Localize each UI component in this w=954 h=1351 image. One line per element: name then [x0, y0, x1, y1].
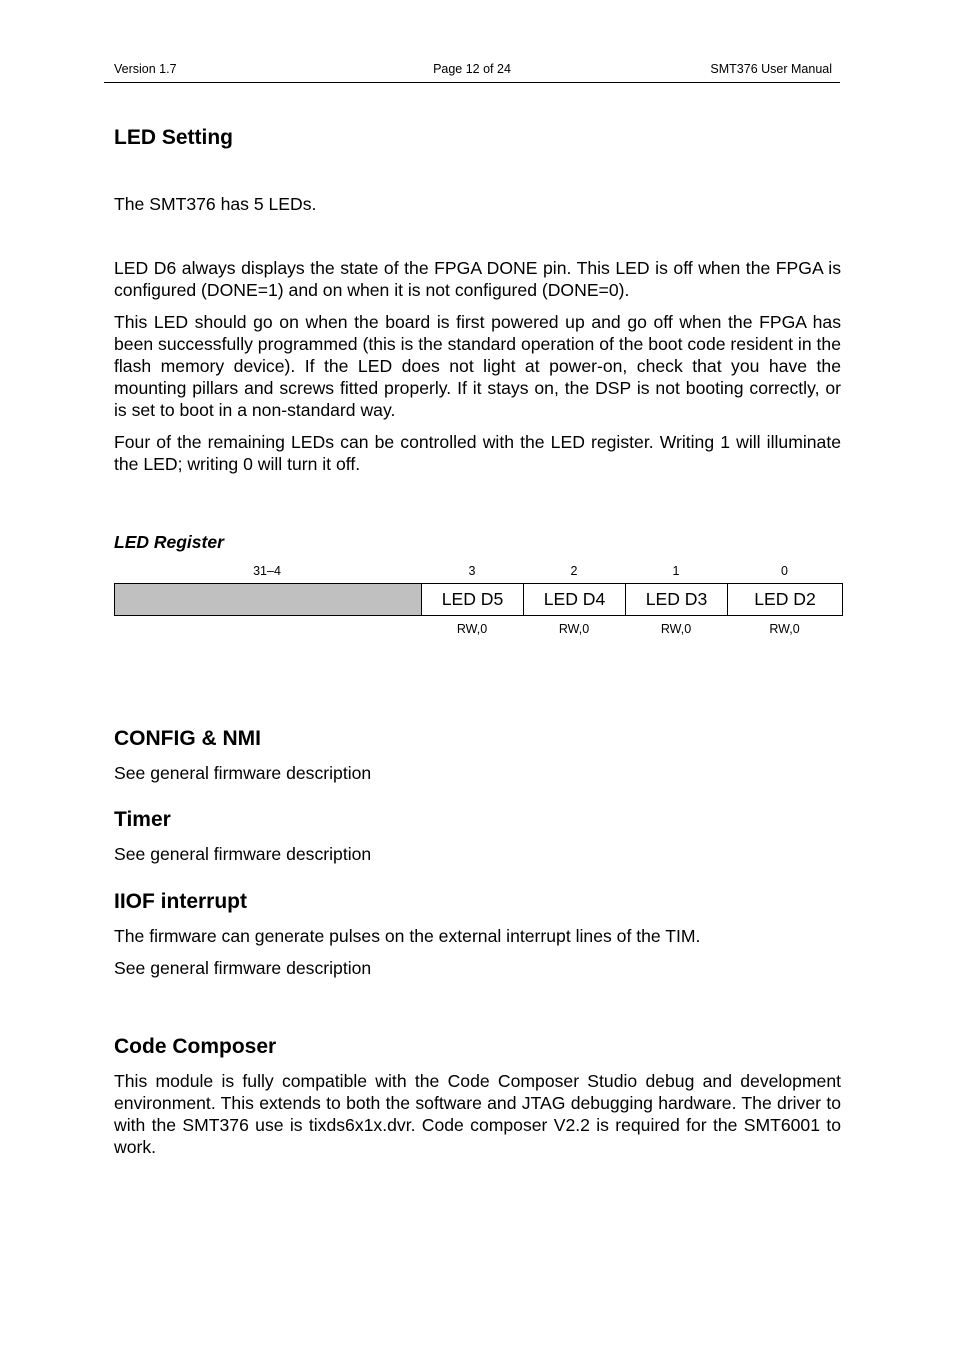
access-led-d5: RW,0 [456, 622, 488, 636]
led-intro-paragraph: The SMT376 has 5 LEDs. [114, 194, 317, 214]
led-register-paragraph: Four of the remaining LEDs can be controlled with the LED register. Writing 1 will illuminate the LED; writing 0 will turn it off. [114, 432, 841, 474]
led-register-title: LED Register [114, 532, 224, 552]
timer-text: See general firmware description [114, 844, 372, 864]
led-d6-paragraph: LED D6 always displays the state of the FPGA DONE pin. This LED is off when the FPGA is configured (DONE=1) and on when it is not configured (DONE=0). [114, 258, 841, 300]
led-powerup-paragraph: This LED should go on when the board is first powered up and go off when the FPGA has been successfully programmed (this is the standard operation of the boot code resident in the flash memory device). If the LED does not light at power-on, check that you have the mounting pillars and screws fitted properly. If it stays on, the DSP is not booting correctly, or is set to boot in a non-standard way. [114, 312, 841, 420]
heading-config-nmi: CONFIG & NMI [114, 727, 261, 750]
register-field-led-d2: LED D2 [728, 584, 843, 616]
iiof-text-pulses: The firmware can generate pulses on the external interrupt lines of the TIM. [114, 926, 701, 946]
config-nmi-text: See general firmware description [114, 763, 372, 783]
page-header [104, 60, 840, 83]
access-led-d4: RW,0 [558, 622, 590, 636]
register-field-led-d3: LED D3 [626, 584, 728, 616]
header-version: Version 1.7 [114, 62, 177, 76]
register-field-row [115, 584, 843, 616]
register-field-led-d4: LED D4 [524, 584, 626, 616]
register-field-reserved [115, 584, 422, 616]
register-field-led-d5: LED D5 [422, 584, 524, 616]
led-register-table [114, 583, 843, 616]
bit-label-1: 1 [672, 564, 680, 578]
header-document-title: SMT376 User Manual [710, 62, 832, 76]
heading-iiof-interrupt: IIOF interrupt [114, 890, 247, 913]
heading-code-composer: Code Composer [114, 1035, 277, 1058]
access-led-d3: RW,0 [660, 622, 692, 636]
heading-timer: Timer [114, 808, 171, 831]
bit-label-3: 3 [468, 564, 476, 578]
iiof-text-general: See general firmware description [114, 958, 372, 978]
header-page-number: Page 12 of 24 [433, 62, 511, 76]
heading-led-setting: LED Setting [114, 126, 233, 149]
bit-label-31-4: 31–4 [253, 564, 281, 578]
bit-label-2: 2 [570, 564, 578, 578]
code-composer-text: This module is fully compatible with the Code Composer Studio debug and development environment. This extends to both the software and JTAG debugging hardware. The driver to with the SMT376 use is tixds6x1x.dvr. Code composer V2.2 is required for the SMT6001 to work. [114, 1071, 841, 1157]
access-led-d2: RW,0 [769, 622, 800, 636]
bit-label-0: 0 [781, 564, 788, 578]
